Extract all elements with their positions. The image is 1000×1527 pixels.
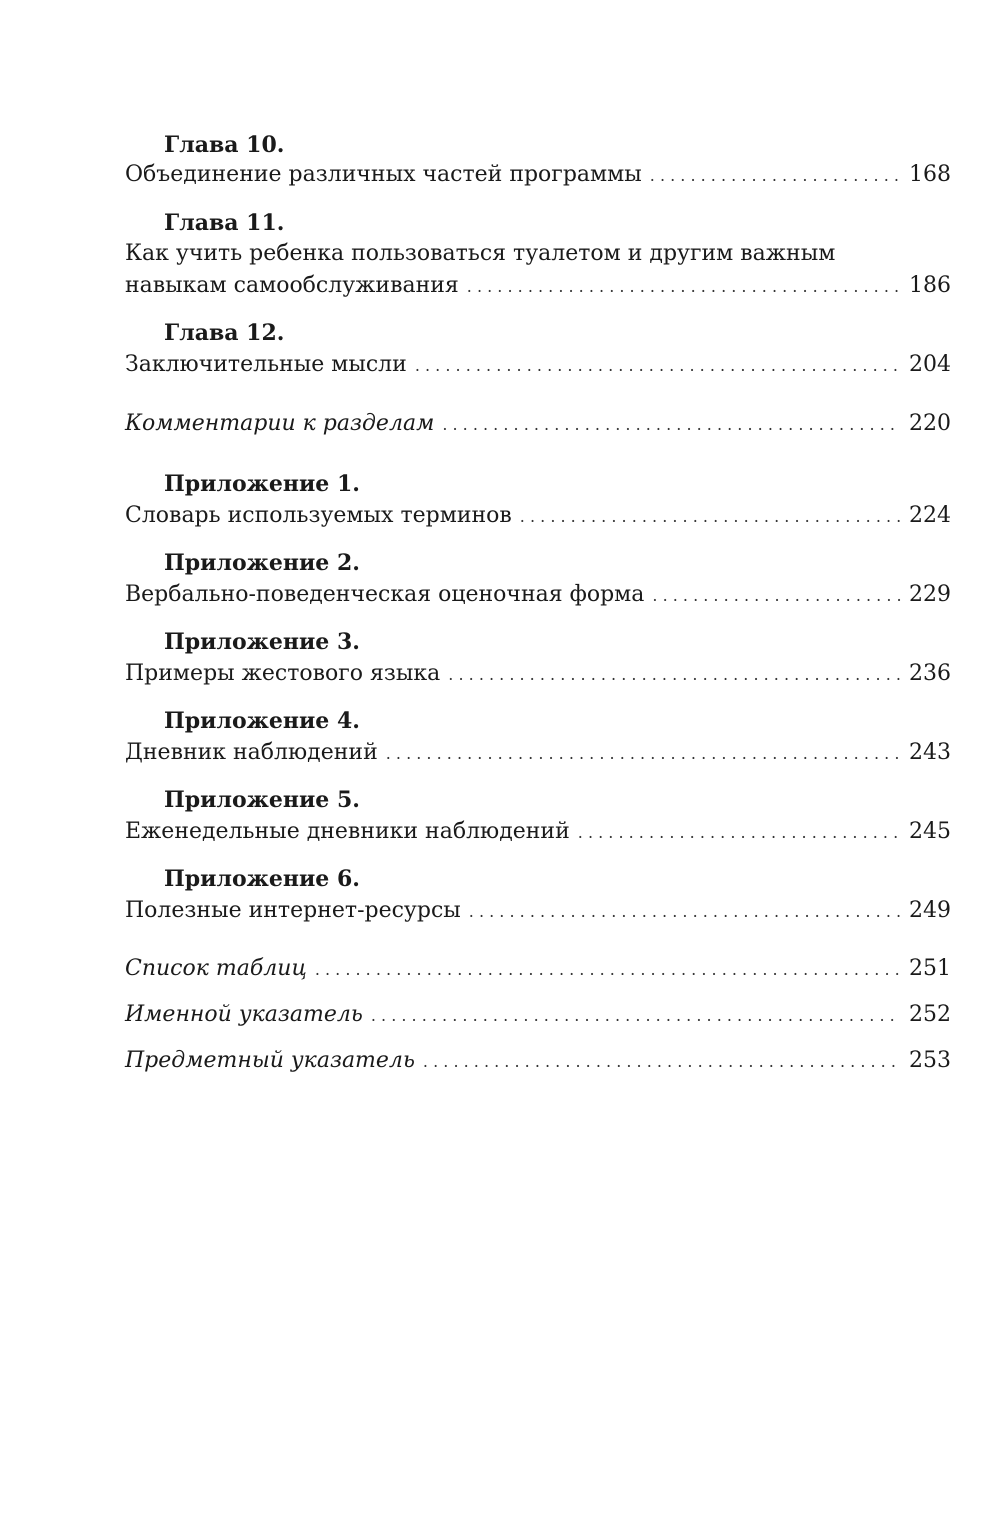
- dot-leader: [652, 580, 901, 612]
- dot-leader: [442, 409, 901, 441]
- page-number: 251: [909, 956, 951, 981]
- page-number: 236: [909, 661, 951, 686]
- toc-entry-subject-index[interactable]: [125, 1045, 951, 1077]
- chapter-10-heading: Глава 10.: [164, 132, 285, 158]
- page-number: 204: [909, 352, 951, 377]
- toc-entry-name-index[interactable]: [125, 999, 951, 1031]
- dot-leader: [315, 954, 901, 986]
- dot-leader: [423, 1046, 901, 1078]
- page-number: 243: [909, 740, 951, 765]
- toc-entry-appendix-5[interactable]: [125, 816, 951, 848]
- chapter-11-heading: Глава 11.: [164, 210, 285, 236]
- entry-title: Примеры жестового языка: [125, 661, 441, 686]
- page-number: 249: [909, 898, 951, 923]
- chapter-12-heading: Глава 12.: [164, 320, 285, 346]
- page-number: 220: [909, 411, 951, 436]
- appendix-4-heading: Приложение 4.: [164, 708, 360, 734]
- dot-leader: [469, 896, 901, 928]
- toc-entry-chapter-10[interactable]: [125, 159, 951, 191]
- page-number: 186: [909, 273, 951, 298]
- page-number: 224: [909, 503, 951, 528]
- appendix-2-heading: Приложение 2.: [164, 550, 360, 576]
- page-number: 168: [909, 162, 951, 187]
- dot-leader: [520, 501, 901, 533]
- entry-title: Объединение различных частей программы: [125, 162, 642, 187]
- entry-title: Комментарии к разделам: [125, 411, 435, 436]
- entry-title: Заключительные мысли: [125, 352, 407, 377]
- entry-title: Словарь используемых терминов: [125, 503, 512, 528]
- toc-entry-chapter-12[interactable]: [125, 349, 951, 381]
- dot-leader: [386, 738, 901, 770]
- dot-leader: [650, 160, 901, 192]
- toc-entry-appendix-6[interactable]: [125, 895, 951, 927]
- dot-leader: [448, 659, 901, 691]
- toc-entry-appendix-1[interactable]: [125, 500, 951, 532]
- dot-leader: [371, 1000, 901, 1032]
- entry-title: навыкам самообслуживания: [125, 273, 459, 298]
- toc-entry-list-of-tables[interactable]: [125, 953, 951, 985]
- appendix-5-heading: Приложение 5.: [164, 787, 360, 813]
- appendix-6-heading: Приложение 6.: [164, 866, 360, 892]
- page-number: 229: [909, 582, 951, 607]
- appendix-3-heading: Приложение 3.: [164, 629, 360, 655]
- entry-title: Полезные интернет-ресурсы: [125, 898, 461, 923]
- chapter-11-title-line-1: Как учить ребенка пользоваться туалетом и другим важным: [125, 241, 836, 266]
- toc-entry-comments[interactable]: [125, 408, 951, 440]
- entry-title: Предметный указатель: [125, 1048, 415, 1073]
- dot-leader: [467, 271, 901, 303]
- dot-leader: [578, 817, 901, 849]
- entry-title: Именной указатель: [125, 1002, 363, 1027]
- page-number: 253: [909, 1048, 951, 1073]
- entry-title: Еженедельные дневники наблюдений: [125, 819, 570, 844]
- toc-entry-appendix-2[interactable]: [125, 579, 951, 611]
- toc-entry-appendix-3[interactable]: [125, 658, 951, 690]
- dot-leader: [415, 350, 901, 382]
- toc-entry-chapter-11[interactable]: [125, 270, 951, 302]
- entry-title: Список таблиц: [125, 956, 307, 981]
- entry-title: Вербально-поведенческая оценочная форма: [125, 582, 645, 607]
- page-number: 245: [909, 819, 951, 844]
- toc-entry-appendix-4[interactable]: [125, 737, 951, 769]
- entry-title: Дневник наблюдений: [125, 740, 378, 765]
- page-number: 252: [909, 1002, 951, 1027]
- appendix-1-heading: Приложение 1.: [164, 471, 360, 497]
